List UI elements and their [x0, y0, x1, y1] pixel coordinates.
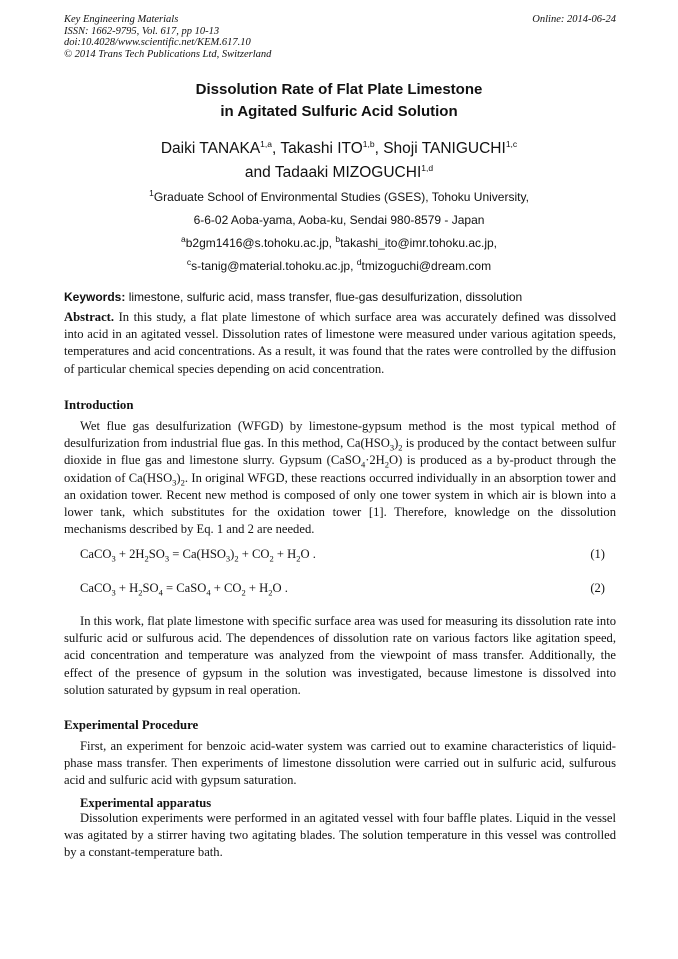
intro-paragraph-1 — [64, 418, 616, 538]
eq-term: + H — [273, 547, 297, 561]
email-sup: a — [180, 234, 186, 244]
subsection-heading-apparatus: Experimental apparatus — [80, 796, 212, 810]
subscript: 3 — [172, 477, 177, 488]
eq-sub: 4 — [206, 587, 211, 598]
email-link[interactable]: s-tanig@material.tohoku.ac.jp, — [191, 259, 354, 273]
eq-sub: 2 — [269, 553, 274, 564]
journal-name: Key Engineering Materials — [64, 14, 179, 25]
title-line-2: in Agitated Sulfuric Acid Solution — [220, 103, 458, 120]
equation-1 — [80, 545, 605, 563]
subscript: 4 — [360, 459, 366, 470]
subscript: 2 — [398, 442, 403, 453]
eq-sub: 2 — [296, 553, 301, 564]
equation-number: (2) — [590, 581, 605, 595]
eq-term: CaCO — [80, 547, 112, 561]
author-affil-sup: 1,c — [505, 138, 518, 149]
abstract-label: Abstract. — [64, 310, 115, 324]
eq-sub: 2 — [268, 587, 273, 598]
equation-2 — [80, 579, 605, 597]
eq-sub: 3 — [164, 553, 170, 564]
subscript: 3 — [389, 442, 395, 453]
eq-term: + CO — [210, 581, 242, 595]
email-sup: b — [335, 234, 341, 244]
doi-line: doi:10.4028/www.scientific.net/KEM.617.10 — [64, 37, 251, 48]
keywords-label: Keywords: — [64, 290, 126, 304]
copyright-line: © 2014 Trans Tech Publications Ltd, Switzerland — [64, 48, 272, 60]
abstract-paragraph — [64, 309, 616, 378]
paper-title — [0, 79, 678, 123]
eq-term: + H — [245, 581, 269, 595]
eq-sub: 2 — [138, 587, 143, 598]
experimental-paragraph-2: Dissolution experiments were performed in an agitated vessel with four baffle plates. Liquid in the vessel was agitated by a stirrer having two agitating blades. The solution temperature in this vessel was controlled by a constant-temperature bath. — [64, 811, 616, 860]
eq-term: ) — [230, 547, 235, 561]
eq-sub: 3 — [225, 553, 231, 564]
eq-sub: 4 — [158, 587, 163, 598]
subscript: 2 — [384, 459, 390, 470]
affiliation-line-1: Graduate School of Environmental Studies (GSES), Tohoku University, — [153, 190, 529, 204]
author-affil-sup: 1,a — [260, 138, 272, 149]
eq-term: O . — [272, 581, 288, 595]
email-link[interactable]: b2gm1416@s.tohoku.ac.jp, — [185, 236, 332, 250]
keywords-line — [64, 289, 624, 305]
keywords-text: limestone, sulfuric acid, mass transfer, flue-gas desulfurization, dissolution — [128, 290, 523, 304]
author-conjunction: and — [244, 164, 271, 181]
text-run: is produced by the contact between sulfur dioxide in flue gas and limestone slurry. Gypsum (CaSO — [64, 436, 617, 468]
eq-term: O . — [300, 547, 316, 561]
eq-term: SO — [142, 581, 159, 595]
journal-header — [64, 14, 271, 60]
title-line-1: Dissolution Rate of Flat Plate Limestone — [195, 81, 483, 98]
email-sup: c — [186, 257, 192, 267]
eq-sub: 2 — [234, 553, 239, 564]
eq-term: = CaSO — [162, 581, 207, 595]
text-run: ) — [394, 436, 399, 451]
eq-term: + CO — [238, 547, 270, 561]
eq-term: + 2H — [115, 547, 145, 561]
text-run: Wet flue gas desulfurization (WFGD) by limestone-gypsum method is the most typical method of desulfurization from industrial flue gas. In this method, Ca(HSO — [64, 419, 616, 451]
section-heading-introduction: Introduction — [64, 398, 134, 412]
eq-sub: 2 — [241, 587, 246, 598]
author-name: Shoji TANIGUCHI — [383, 140, 506, 157]
eq-sub: 3 — [111, 587, 116, 598]
text-run: ) — [176, 470, 181, 485]
email-link[interactable]: takashi_ito@imr.tohoku.ac.jp, — [340, 236, 498, 250]
equation-number: (1) — [590, 547, 605, 561]
affiliation-line-2: 6-6-02 Aoba-yama, Aoba-ku, Sendai 980-8579 - Japan — [193, 213, 485, 227]
abstract-text: In this study, a flat plate limestone of which surface area was accurately defined was dissolved into acid in an agitated vessel. Dissolution rates of limestone were measured under various agitation speeds, temperatures and acid concentrations. As a result, it was found that the rates were controlled by the diffusion of particular chemical species depending on acid concentration. — [64, 310, 616, 376]
author-name: Takashi ITO — [280, 140, 363, 157]
eq-sub: 2 — [144, 553, 149, 564]
issn-line: ISSN: 1662-9795, Vol. 617, pp 10-13 — [64, 25, 220, 37]
eq-term: SO — [148, 547, 165, 561]
email-sup: d — [356, 257, 362, 267]
section-heading-experimental: Experimental Procedure — [64, 718, 199, 732]
author-name: Daiki TANAKA — [160, 140, 261, 157]
eq-sub: 3 — [111, 553, 116, 564]
author-affil-sup: 1,d — [421, 162, 434, 173]
affil-sup: 1 — [149, 188, 154, 198]
author-name: Tadaaki MIZOGUCHI — [274, 164, 422, 181]
author-list: Daiki TANAKA$^{1,a}$, Takashi ITO$^{1,b}$, Shoji TANIGUCHI$^{1,c}$ and Tadaaki MIZOGUCHI$^{1,d}$ — [160, 138, 518, 181]
experimental-paragraph-1: First, an experiment for benzoic acid-water system was carried out to examine characteristics of liquid-phase mass transfer. Then experiments of limestone dissolution were carried out in sulfuric acid, sulfurous acid and sulfuric acid with gypsum saturation. — [64, 739, 616, 788]
text-run: . In original WFGD, these reactions occurred individually in an absorption tower and an oxidation tower. Recent new method is composed of only one tower system in which air is blown into a lower tank, which substitutes for the oxidation tower [1]. Therefore, knowledge on the dissolution mechanisms described by Eq. 1 and 2 are needed. — [64, 470, 616, 537]
affiliation-block — [0, 186, 678, 278]
eq-term: = Ca(HSO — [169, 547, 226, 561]
eq-term: CaCO — [80, 581, 112, 595]
subscript: 2 — [180, 477, 185, 488]
intro-paragraph-2: In this work, flat plate limestone with specific surface area was used for measuring its dissolution rate into sulfuric acid or sulfurous acid. The dependences of dissolution rate on various factors like agitation speed, acid concentration and temperature was analyzed from the viewpoint of mass transfer. Additionally, the effect of the presence of gypsum in the solution was investigated, because limestone is dissolved into solution saturated by gypsum in real operation. — [64, 614, 616, 697]
text-run: O) is produced as a by-product through the oxidation of Ca(HSO — [64, 453, 616, 485]
author-affil-sup: 1,b — [362, 138, 375, 149]
online-date: Online: 2014-06-24 — [532, 14, 616, 25]
email-link[interactable]: tmizoguchi@dream.com — [361, 259, 492, 273]
text-run: ·2H — [365, 453, 385, 468]
eq-term: + H — [115, 581, 139, 595]
